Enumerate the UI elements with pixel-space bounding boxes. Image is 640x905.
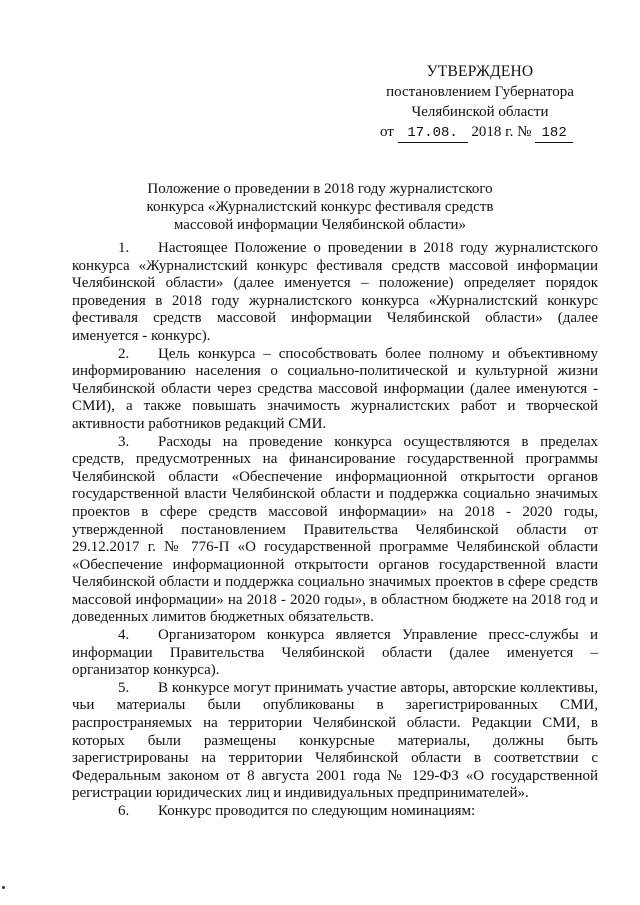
paragraph-6 — [72, 803, 598, 821]
date-year: 2018 г. № — [471, 124, 532, 140]
title-line-3: массовой информации Челябинской области» — [173, 217, 467, 233]
paragraph-3 — [72, 434, 598, 628]
approval-line-2: Челябинской области — [411, 104, 549, 120]
approval-heading: УТВЕРЖДЕНО — [426, 63, 534, 80]
document-body — [72, 240, 598, 821]
paragraph-text: Расходы на проведение конкурса осуществляются в пределах средств, предусмотренных на финансирование государственной программы Челябинской области «Обеспечение информационной открытости органов государственной власти Челябинской области и поддержка социально значимых проектов в сфере средств массовой информации» на 2018 - 2020 годы, утвержденной постановлением Правительства Челябинской области от 29.12.2017 г. № 776-П «О государственной программе Челябинской области «Обеспечение информационной открытости органов государственной власти Челябинской области и поддержка социально значимых проектов в сфере средств массовой информации» на 2018 - 2020 годы», в областном бюджете на 2018 год и доведенных лимитов бюджетных обязательств. — [72, 433, 598, 626]
approval-line-1: постановлением Губернатора — [386, 84, 574, 100]
document-title — [120, 180, 520, 234]
paragraph-number: 2. — [118, 345, 130, 362]
paragraph-5 — [72, 680, 598, 803]
paragraph-1 — [72, 240, 598, 346]
paragraph-text: Конкурс проводится по следующим номинациям: — [158, 803, 476, 819]
date-prefix: от — [380, 124, 394, 140]
paragraph-number: 1. — [118, 240, 130, 256]
decree-number: 182 — [535, 125, 573, 143]
paragraph-number: 6. — [118, 803, 130, 819]
paragraph-text: Настоящее Положение о проведении в 2018 году журналистского конкурса «Журналистский конкурс фестиваля средств массовой информации Челябинской области» (далее именуется – положение) определяет порядок проведения в 2018 году журналистского конкурса «Журналистский конкурс фестиваля средств массовой информации Челябинской области» (далее именуется - конкурс). — [72, 240, 598, 344]
paragraph-2 — [72, 346, 598, 434]
paragraph-number: 5. — [118, 679, 130, 696]
paragraph-number: 4. — [118, 627, 130, 644]
title-line-2: конкурса «Журналистский конкурс фестиваля средств — [146, 199, 494, 215]
approval-date-line — [370, 122, 590, 143]
paragraph-text: Цель конкурса – способствовать более полному и объективному информированию населения о социально-политической и культурной жизни Челябинской области через средства массовой информации (далее именуются - СМИ), а также повышать значимость журналистских работ и творческой активности работников редакций СМИ. — [72, 345, 598, 432]
paragraph-text: Организатором конкурса является Управление пресс-службы и информации Правительства Челябинской области (далее именуется – организатор конкурса). — [72, 627, 598, 679]
paragraph-text: В конкурсе могут принимать участие авторы, авторские коллективы, чьи материалы были опубликованы в зарегистрированных СМИ, распространяемых на территории Челябинской области. Редакции СМИ, в которых были размещены конкурсные материалы, должны быть зарегистрированы на территории Челябинской области в соответствии с Федеральным законом от 8 августа 2001 года № 129-ФЗ «О государственной регистрации юридических лиц и индивидуальных предпринимателей». — [72, 679, 598, 802]
date-value: 17.08. — [398, 125, 468, 143]
paragraph-number: 3. — [118, 433, 130, 450]
approval-block — [370, 62, 590, 143]
scan-mark — [2, 886, 5, 889]
title-line-1: Положение о проведении в 2018 году журналистского — [147, 181, 493, 197]
paragraph-4 — [72, 627, 598, 680]
